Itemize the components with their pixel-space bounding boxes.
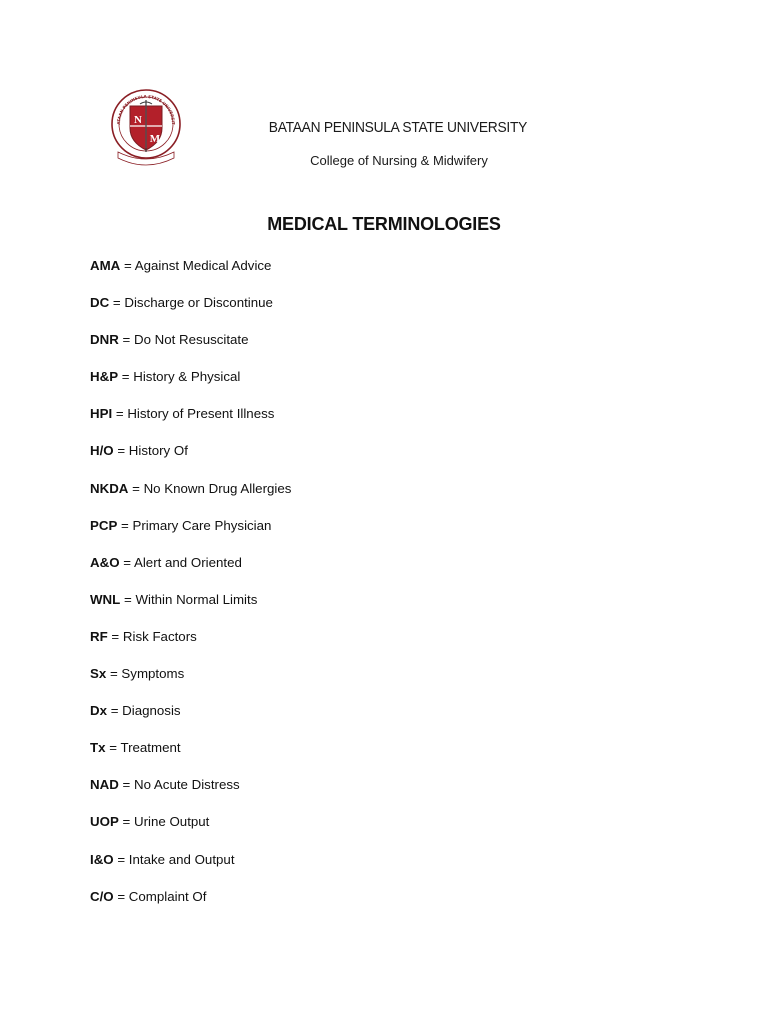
term-separator: = (113, 851, 129, 867)
term-abbreviation: HPI (90, 406, 113, 422)
term-meaning: Risk Factors (122, 628, 197, 644)
seal-letter-n: N (134, 114, 142, 126)
term-separator: = (106, 666, 122, 682)
term-abbreviation: DC (90, 295, 110, 311)
term-meaning: No Acute Distress (133, 777, 240, 793)
seal-ring-text: ATAAN PENINSULA STATE UNIVERSIT (115, 93, 177, 125)
term-separator: = (118, 332, 134, 348)
term-separator: = (109, 295, 125, 311)
term-meaning: Intake and Output (128, 851, 235, 867)
term-separator: = (107, 703, 123, 719)
term-separator: = (105, 740, 121, 756)
college-name: College of Nursing & Midwifery (310, 153, 488, 168)
term-abbreviation: I&O (90, 851, 114, 867)
term-item (90, 775, 291, 812)
term-item (90, 330, 291, 367)
term-separator: = (112, 406, 128, 422)
term-meaning: Urine Output (133, 814, 210, 830)
term-item (90, 590, 291, 627)
term-abbreviation: A&O (90, 554, 120, 570)
term-abbreviation: UOP (90, 814, 119, 830)
term-abbreviation: C/O (90, 888, 114, 904)
term-separator: = (118, 777, 134, 793)
term-meaning: Do Not Resuscitate (133, 332, 249, 348)
term-item (90, 887, 291, 924)
term-separator: = (113, 888, 129, 904)
term-item (90, 812, 291, 849)
term-item (90, 404, 291, 441)
term-item (90, 256, 291, 293)
term-meaning: Primary Care Physician (132, 517, 272, 533)
document-title: MEDICAL TERMINOLOGIES (267, 214, 501, 234)
term-abbreviation: PCP (90, 517, 118, 533)
term-meaning: Against Medical Advice (134, 258, 272, 273)
term-item (90, 367, 291, 404)
term-separator: = (128, 480, 144, 496)
term-separator: = (118, 369, 134, 385)
term-item (90, 293, 291, 330)
university-name: BATAAN PENINSULA STATE UNIVERSITY (268, 119, 528, 136)
term-item (90, 516, 291, 553)
term-abbreviation: H&P (90, 369, 119, 385)
term-abbreviation: NKDA (90, 480, 129, 496)
term-separator: = (118, 814, 134, 830)
term-separator: = (117, 517, 133, 533)
term-item (90, 553, 291, 590)
term-meaning: Within Normal Limits (135, 591, 258, 607)
term-separator: = (113, 443, 129, 459)
term-abbreviation: H/O (90, 443, 114, 459)
terminology-list (90, 256, 291, 924)
term-item (90, 479, 291, 516)
term-item (90, 441, 291, 478)
term-meaning: No Known Drug Allergies (143, 480, 292, 496)
term-meaning: Diagnosis (122, 703, 181, 719)
term-item (90, 627, 291, 664)
term-separator: = (120, 258, 135, 273)
term-abbreviation: RF (90, 628, 108, 644)
term-separator: = (120, 591, 136, 607)
term-abbreviation: DNR (90, 332, 119, 348)
term-meaning: Treatment (120, 740, 181, 756)
term-meaning: Complaint Of (128, 888, 207, 904)
term-abbreviation: WNL (90, 591, 121, 607)
term-meaning: Discharge or Discontinue (124, 295, 273, 311)
term-meaning: Alert and Oriented (133, 554, 242, 570)
term-meaning: History of Present Illness (127, 406, 275, 422)
term-abbreviation: Tx (90, 740, 106, 756)
term-separator: = (107, 628, 123, 644)
term-meaning: Symptoms (121, 666, 185, 682)
term-meaning: History Of (128, 443, 188, 459)
term-abbreviation: NAD (90, 777, 119, 793)
term-item (90, 701, 291, 738)
term-abbreviation: AMA (90, 258, 121, 273)
term-item (90, 664, 291, 701)
term-item (90, 850, 291, 887)
term-separator: = (119, 554, 134, 570)
term-item (90, 738, 291, 775)
term-abbreviation: Dx (90, 703, 107, 719)
seal-letter-m: M (149, 133, 161, 145)
term-meaning: History & Physical (133, 369, 241, 385)
term-abbreviation: Sx (90, 666, 107, 682)
